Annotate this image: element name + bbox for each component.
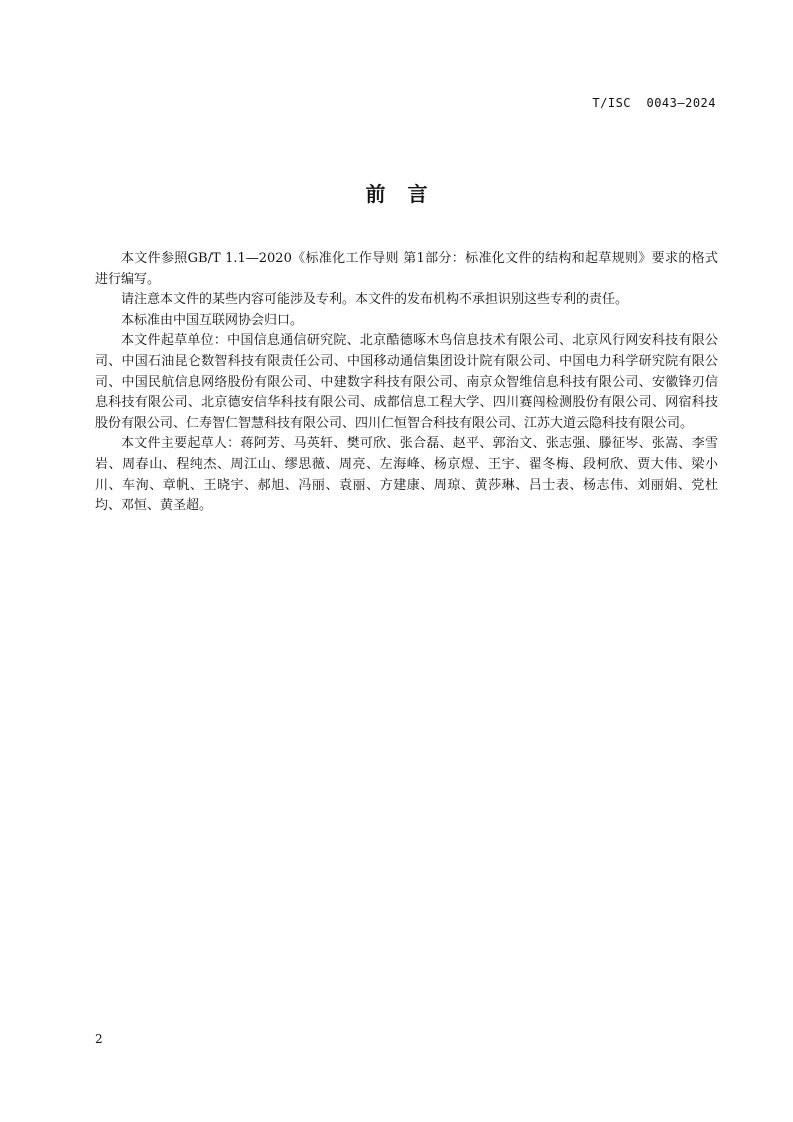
- preface-body: [95, 249, 718, 517]
- page-title: 前言: [365, 182, 450, 206]
- paragraph-format-reference: 本文件参照GB/T 1.1—2020《标准化工作导则 第1部分：标准化文件的结构和起草规则》要求的格式进行编写。: [95, 251, 718, 287]
- document-code: T/ISC 0043—2024: [592, 96, 716, 110]
- paragraph-patent-notice: 请注意本文件的某些内容可能涉及专利。本文件的发布机构不承担识别这些专利的责任。: [121, 292, 629, 308]
- page-number: 2: [95, 1032, 103, 1046]
- paragraph-drafters: 本文件主要起草人：蒋阿芳、马英轩、樊可欣、张合磊、赵平、郭治文、张志强、滕征岑、张嵩、李雪岩、周春山、程纯杰、周江山、缪思薇、周亮、左海峰、杨京煜、王宇、翟冬梅、段柯欣、贾大伟、梁小川、车洵、章帆、王晓宇、郝旭、冯丽、袁丽、方建康、周琼、黄莎琳、吕士表、杨志伟、刘丽娟、党杜均、邓恒、黄圣超。: [95, 436, 718, 514]
- paragraph-authority: 本标准由中国互联网协会归口。: [121, 312, 304, 328]
- paragraph-drafting-organizations: 本文件起草单位：中国信息通信研究院、北京酷德啄木鸟信息技术有限公司、北京风行网安科技有限公司、中国石油昆仑数智科技有限责任公司、中国移动通信集团设计院有限公司、中国电力科学研究院有限公司、中国民航信息网络股份有限公司、中建数字科技有限公司、南京众智维信息科技有限公司、安徽锋刃信息科技有限公司、北京德安信华科技有限公司、成都信息工程大学、四川赛闯检测股份有限公司、网宿科技股份有限公司、仁寿智仁智慧科技有限公司、四川仁恒智合科技有限公司、江苏大道云隐科技有限公司。: [95, 333, 718, 431]
